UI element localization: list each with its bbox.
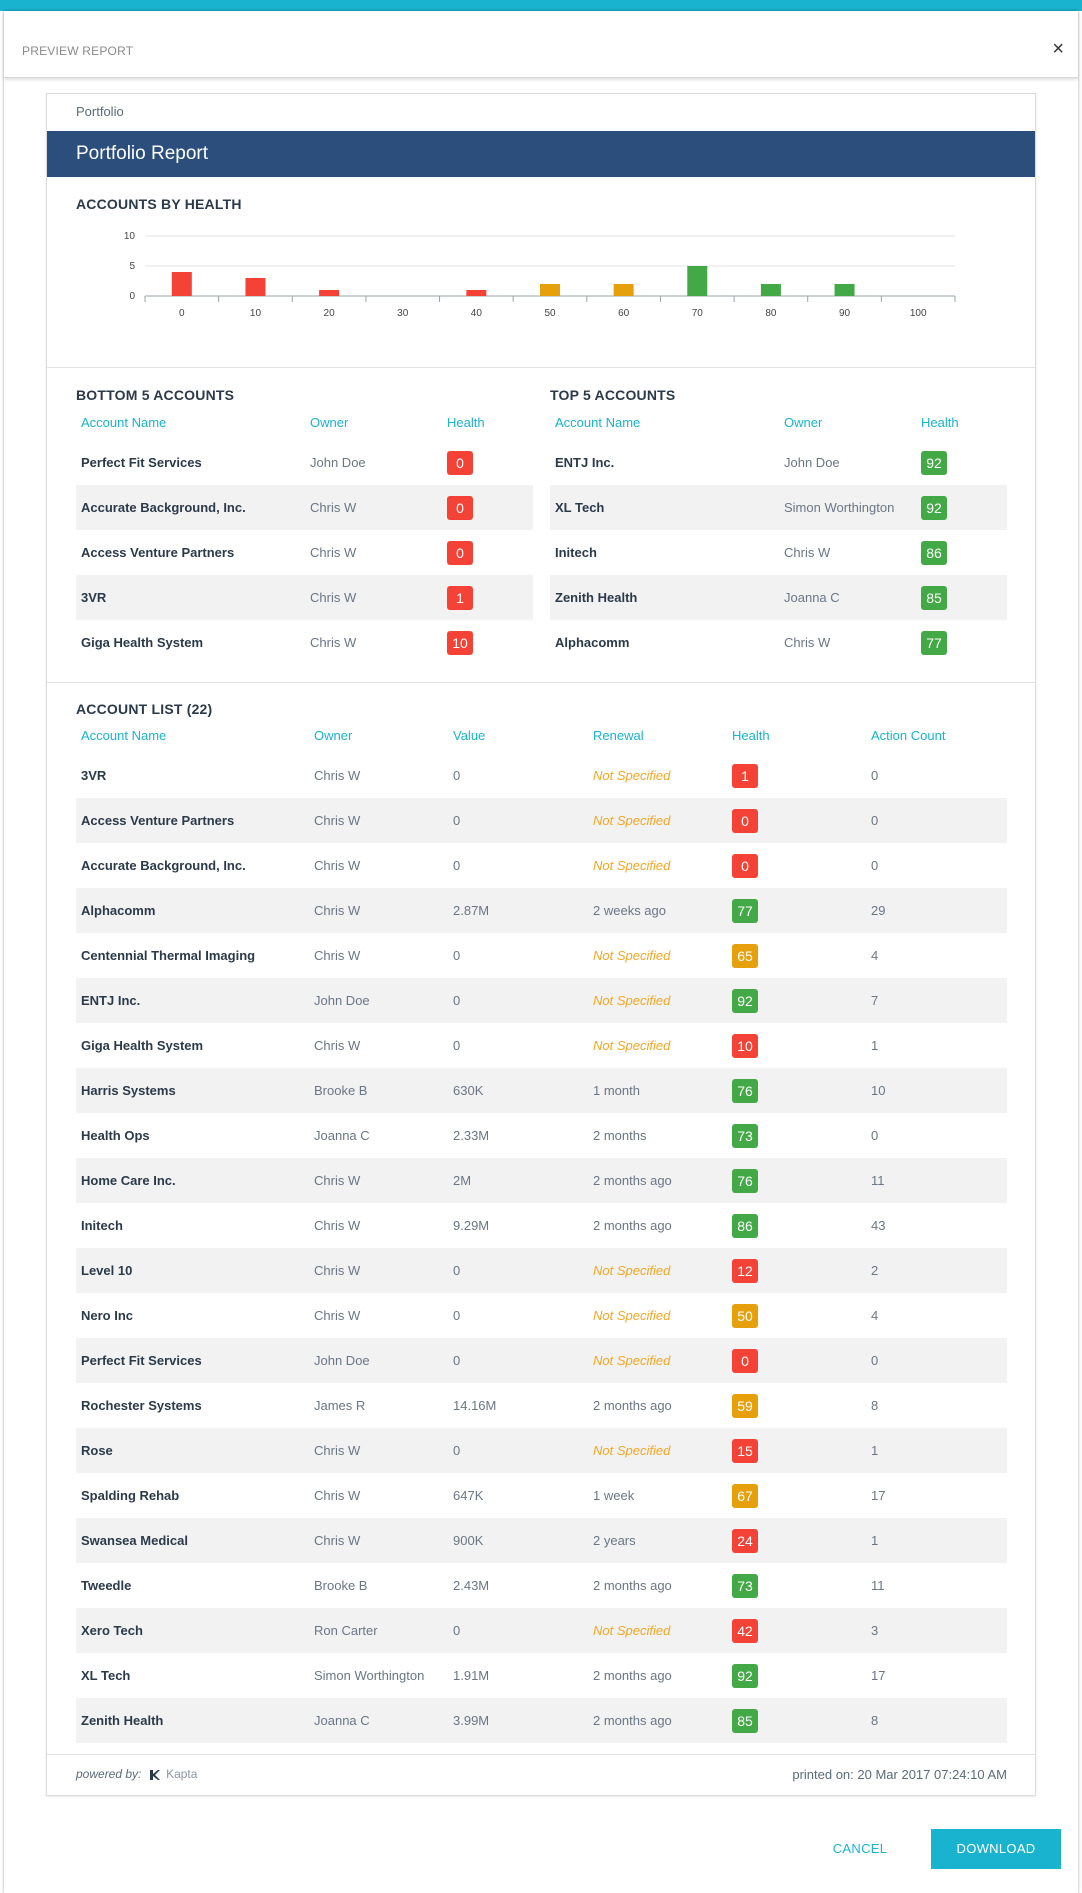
renewal: 2 months ago — [593, 1218, 672, 1233]
table-row[interactable] — [76, 798, 1007, 843]
table-row[interactable] — [76, 933, 1007, 978]
table-row[interactable] — [76, 1158, 1007, 1203]
account-name[interactable]: Perfect Fit Services — [81, 1353, 202, 1368]
action-count: 8 — [871, 1398, 879, 1413]
account-name[interactable]: Access Venture Partners — [81, 545, 235, 560]
x-tick-label: 80 — [765, 308, 777, 319]
value: 630K — [453, 1083, 484, 1098]
renewal: Not Specified — [593, 1308, 671, 1323]
bar — [540, 284, 560, 296]
action-count: 7 — [871, 993, 879, 1008]
owner: Simon Worthington — [784, 500, 895, 515]
close-icon[interactable]: × — [1052, 38, 1064, 60]
action-count: 4 — [871, 948, 879, 963]
owner: Joanna C — [314, 1713, 370, 1728]
header-renewal[interactable]: Renewal — [593, 728, 644, 743]
header-owner[interactable]: Owner — [314, 728, 353, 743]
value: 2.87M — [453, 903, 490, 918]
account-name[interactable]: Rochester Systems — [81, 1398, 202, 1413]
kapta-logo-icon — [149, 1769, 161, 1781]
bar — [835, 284, 855, 296]
header-owner[interactable]: Owner — [310, 415, 349, 430]
x-tick-label: 40 — [470, 308, 482, 319]
action-count: 2 — [871, 1263, 879, 1278]
renewal: 1 month — [593, 1083, 640, 1098]
account-name[interactable]: Xero Tech — [81, 1623, 143, 1638]
account-name[interactable]: Health Ops — [81, 1128, 150, 1143]
owner: Chris W — [784, 635, 831, 650]
account-name[interactable]: Giga Health System — [81, 1038, 204, 1053]
table-row[interactable] — [550, 620, 1007, 665]
table-row[interactable] — [550, 440, 1007, 485]
account-name[interactable]: Access Venture Partners — [81, 813, 235, 828]
table-row[interactable] — [76, 1068, 1007, 1113]
action-count: 4 — [871, 1308, 879, 1323]
owner: Chris W — [314, 948, 361, 963]
health-badge: 50 — [732, 1304, 758, 1328]
table-row[interactable] — [550, 530, 1007, 575]
report-title: Portfolio Report — [76, 143, 209, 164]
table-row[interactable] — [76, 843, 1007, 888]
account-name[interactable]: Zenith Health — [555, 590, 638, 605]
account-name[interactable]: Initech — [81, 1218, 123, 1233]
header-health[interactable]: Health — [921, 415, 959, 430]
owner: Chris W — [314, 1533, 361, 1548]
cancel-button[interactable]: CANCEL — [832, 1841, 888, 1856]
table-row[interactable] — [76, 1563, 1007, 1608]
health-badge: 1 — [732, 764, 758, 788]
health-badge: 67 — [732, 1484, 758, 1508]
table-row[interactable] — [76, 485, 533, 530]
value: 1.91M — [453, 1668, 490, 1683]
account-name[interactable]: ENTJ Inc. — [555, 455, 615, 470]
owner: Chris W — [314, 813, 361, 828]
bottom5-table-header — [76, 410, 533, 440]
health-badge: 77 — [732, 899, 758, 923]
renewal: Not Specified — [593, 1263, 671, 1278]
health-badge: 73 — [732, 1574, 758, 1598]
owner: John Doe — [310, 455, 366, 470]
renewal: 2 months ago — [593, 1668, 672, 1683]
renewal: Not Specified — [593, 948, 671, 963]
owner: Chris W — [310, 590, 357, 605]
action-count: 0 — [871, 858, 879, 873]
renewal: 2 months ago — [593, 1398, 672, 1413]
top5-table-body — [550, 440, 1007, 665]
renewal: 2 weeks ago — [593, 903, 666, 918]
value: 0 — [453, 768, 461, 783]
health-badge: 0 — [732, 854, 758, 878]
owner: John Doe — [314, 1353, 370, 1368]
action-count: 17 — [871, 1668, 886, 1683]
top-accent-bar — [0, 0, 1082, 11]
section-divider — [47, 682, 1035, 683]
account-name[interactable]: Alphacomm — [81, 903, 156, 918]
account-list-body — [76, 753, 1007, 1743]
value: 2.43M — [453, 1578, 490, 1593]
owner: Chris W — [314, 1308, 361, 1323]
table-row[interactable] — [76, 978, 1007, 1023]
x-tick-label: 100 — [909, 308, 927, 319]
y-tick-label: 0 — [129, 291, 135, 302]
action-count: 3 — [871, 1623, 879, 1638]
action-count: 17 — [871, 1488, 886, 1503]
action-count: 11 — [871, 1173, 885, 1188]
renewal: Not Specified — [593, 813, 671, 828]
header-account-name[interactable]: Account Name — [81, 728, 167, 743]
account-name[interactable]: Accurate Background, Inc. — [81, 500, 246, 515]
renewal: 1 week — [593, 1488, 635, 1503]
x-tick-label: 10 — [249, 308, 262, 319]
table-row[interactable] — [76, 1203, 1007, 1248]
header-health[interactable]: Health — [447, 415, 485, 430]
modal-header — [4, 11, 1078, 78]
owner: Chris W — [784, 545, 831, 560]
health-badge: 86 — [921, 541, 947, 565]
accounts-by-health-title: ACCOUNTS BY HEALTH — [76, 196, 242, 212]
table-row[interactable] — [76, 1608, 1007, 1653]
value: 0 — [453, 1038, 461, 1053]
value: 647K — [453, 1488, 484, 1503]
header-account-name[interactable]: Account Name — [81, 415, 167, 430]
renewal: 2 months ago — [593, 1713, 672, 1728]
header-value[interactable]: Value — [453, 728, 486, 743]
table-row[interactable] — [76, 620, 533, 665]
bar — [761, 284, 781, 296]
report-banner — [47, 131, 1035, 177]
renewal: Not Specified — [593, 768, 671, 783]
value: 0 — [453, 1263, 461, 1278]
footer-divider — [47, 1754, 1035, 1755]
table-row[interactable] — [550, 575, 1007, 620]
renewal: 2 years — [593, 1533, 636, 1548]
value: 9.29M — [453, 1218, 490, 1233]
action-count: 8 — [871, 1713, 879, 1728]
x-tick-label: 70 — [691, 308, 703, 319]
health-badge: 12 — [732, 1259, 758, 1283]
bar — [319, 290, 339, 296]
table-row[interactable] — [550, 485, 1007, 530]
value: 0 — [453, 1353, 461, 1368]
bar — [172, 272, 192, 296]
value: 0 — [453, 993, 461, 1008]
table-row[interactable] — [76, 1518, 1007, 1563]
bar — [614, 284, 634, 296]
health-badge: 10 — [732, 1034, 758, 1058]
account-name[interactable]: Level 10 — [81, 1263, 133, 1278]
owner: Chris W — [314, 1038, 361, 1053]
bottom5-title: BOTTOM 5 ACCOUNTS — [76, 387, 235, 403]
renewal: Not Specified — [593, 1038, 671, 1053]
renewal: 2 months ago — [593, 1173, 672, 1188]
account-name[interactable]: Centennial Thermal Imaging — [81, 948, 256, 963]
section-divider — [47, 367, 1035, 368]
account-name[interactable]: Spalding Rehab — [81, 1488, 180, 1503]
action-count: 11 — [871, 1578, 885, 1593]
value: 2.33M — [453, 1128, 490, 1143]
account-name[interactable]: XL Tech — [81, 1668, 131, 1683]
top5-table — [550, 410, 1007, 665]
account-name[interactable]: Zenith Health — [81, 1713, 164, 1728]
header-action-count[interactable]: Action Count — [871, 728, 946, 743]
owner: Chris W — [310, 545, 357, 560]
renewal: Not Specified — [593, 1353, 671, 1368]
account-name[interactable]: Alphacomm — [555, 635, 630, 650]
health-badge: 65 — [732, 944, 758, 968]
renewal: 2 months ago — [593, 1578, 672, 1593]
table-row[interactable] — [76, 1293, 1007, 1338]
owner: John Doe — [314, 993, 370, 1008]
owner: Joanna C — [314, 1128, 370, 1143]
health-badge: 73 — [732, 1124, 758, 1148]
report-page — [46, 93, 1036, 1796]
value: 2M — [453, 1173, 472, 1188]
health-badge: 24 — [732, 1529, 758, 1553]
table-row[interactable] — [76, 1248, 1007, 1293]
account-name[interactable]: Perfect Fit Services — [81, 455, 202, 470]
health-badge: 76 — [732, 1169, 758, 1193]
account-name[interactable]: XL Tech — [555, 500, 605, 515]
owner: Chris W — [314, 1488, 361, 1503]
value: 900K — [453, 1533, 484, 1548]
account-list-header — [76, 723, 1007, 753]
owner: Ron Carter — [314, 1623, 378, 1638]
y-tick-label: 10 — [123, 231, 135, 242]
bar — [466, 290, 486, 296]
table-row[interactable] — [76, 1428, 1007, 1473]
table-row[interactable] — [76, 440, 533, 485]
account-name[interactable]: 3VR — [81, 768, 107, 783]
action-count: 0 — [871, 1128, 879, 1143]
value: 3.99M — [453, 1713, 490, 1728]
x-tick-label: 60 — [618, 308, 630, 319]
account-name[interactable]: Giga Health System — [81, 635, 204, 650]
value: 0 — [453, 948, 461, 963]
accounts-by-health-chart — [107, 226, 987, 326]
action-count: 1 — [871, 1443, 879, 1458]
renewal: Not Specified — [593, 993, 671, 1008]
modal-title: PREVIEW REPORT — [22, 44, 134, 58]
table-row[interactable] — [76, 1338, 1007, 1383]
renewal: Not Specified — [593, 1623, 671, 1638]
health-badge: 85 — [921, 586, 947, 610]
health-badge: 92 — [921, 496, 947, 520]
x-tick-label: 50 — [544, 308, 556, 319]
bottom5-table-body — [76, 440, 533, 665]
header-health[interactable]: Health — [732, 728, 770, 743]
owner: James R — [314, 1398, 366, 1413]
download-button[interactable]: DOWNLOAD — [931, 1829, 1061, 1869]
action-count: 10 — [871, 1083, 886, 1098]
owner: Brooke B — [314, 1083, 368, 1098]
health-badge: 77 — [921, 631, 947, 655]
health-badge: 1 — [447, 586, 473, 610]
health-badge: 0 — [732, 809, 758, 833]
action-count: 1 — [871, 1533, 879, 1548]
x-tick-label: 0 — [179, 308, 185, 319]
account-list-title: ACCOUNT LIST (22) — [76, 701, 213, 717]
printed-on: printed on: 20 Mar 2017 07:24:10 AM — [792, 1767, 1007, 1782]
bar — [687, 266, 707, 296]
health-badge: 92 — [732, 989, 758, 1013]
owner: Joanna C — [784, 590, 840, 605]
x-tick-label: 20 — [323, 308, 335, 319]
health-badge: 0 — [447, 496, 473, 520]
action-count: 1 — [871, 1038, 879, 1053]
health-badge: 0 — [447, 541, 473, 565]
action-count: 0 — [871, 813, 879, 828]
health-badge: 59 — [732, 1394, 758, 1418]
header-owner[interactable]: Owner — [784, 415, 823, 430]
table-row[interactable] — [76, 575, 533, 620]
action-count: 29 — [871, 903, 886, 918]
owner: Chris W — [314, 1173, 361, 1188]
table-row[interactable] — [76, 1383, 1007, 1428]
account-name[interactable]: Swansea Medical — [81, 1533, 188, 1548]
bar — [245, 278, 265, 296]
account-list-table — [76, 723, 1007, 1743]
owner: Chris W — [314, 858, 361, 873]
x-tick-label: 30 — [397, 308, 409, 319]
top5-table-header — [550, 410, 1007, 440]
health-badge: 76 — [732, 1079, 758, 1103]
table-row[interactable] — [76, 1113, 1007, 1158]
table-row[interactable] — [76, 530, 533, 575]
value: 0 — [453, 813, 461, 828]
health-badge: 86 — [732, 1214, 758, 1238]
value: 0 — [453, 1443, 461, 1458]
owner: John Doe — [784, 455, 840, 470]
owner: Chris W — [314, 903, 361, 918]
table-row[interactable] — [76, 1023, 1007, 1068]
renewal: Not Specified — [593, 858, 671, 873]
owner: Chris W — [314, 1263, 361, 1278]
account-name[interactable]: ENTJ Inc. — [81, 993, 141, 1008]
kapta-brand: Kapta — [166, 1767, 198, 1781]
account-name[interactable]: Rose — [81, 1443, 113, 1458]
table-row[interactable] — [76, 1473, 1007, 1518]
value: 0 — [453, 858, 461, 873]
health-badge: 42 — [732, 1619, 758, 1643]
header-account-name[interactable]: Account Name — [555, 415, 641, 430]
account-name[interactable]: Accurate Background, Inc. — [81, 858, 246, 873]
action-count: 0 — [871, 768, 879, 783]
action-count: 0 — [871, 1353, 879, 1368]
value: 0 — [453, 1623, 461, 1638]
health-badge: 15 — [732, 1439, 758, 1463]
account-name[interactable]: 3VR — [81, 590, 107, 605]
bottom5-table — [76, 410, 533, 665]
owner: Simon Worthington — [314, 1668, 425, 1683]
top5-title: TOP 5 ACCOUNTS — [550, 387, 676, 403]
health-badge: 85 — [732, 1709, 758, 1733]
account-name[interactable]: Initech — [555, 545, 597, 560]
health-badge: 92 — [732, 1664, 758, 1688]
health-badge: 0 — [732, 1349, 758, 1373]
account-name[interactable]: Nero Inc — [81, 1308, 134, 1323]
value: 14.16M — [453, 1398, 497, 1413]
y-tick-label: 5 — [129, 261, 135, 272]
action-count: 43 — [871, 1218, 886, 1233]
owner: Brooke B — [314, 1578, 368, 1593]
account-name[interactable]: Harris Systems — [81, 1083, 176, 1098]
table-row[interactable] — [76, 1653, 1007, 1698]
health-badge: 0 — [447, 451, 473, 475]
account-name[interactable]: Tweedle — [81, 1578, 132, 1593]
powered-by — [76, 1767, 197, 1781]
health-badge: 92 — [921, 451, 947, 475]
owner: Chris W — [314, 1443, 361, 1458]
x-tick-label: 90 — [838, 308, 851, 319]
table-row[interactable] — [76, 1698, 1007, 1743]
value: 0 — [453, 1308, 461, 1323]
owner: Chris W — [314, 768, 361, 783]
renewal: 2 months — [593, 1128, 647, 1143]
owner: Chris W — [310, 635, 357, 650]
table-row[interactable] — [76, 753, 1007, 798]
health-badge: 10 — [447, 631, 473, 655]
owner: Chris W — [310, 500, 357, 515]
owner: Chris W — [314, 1218, 361, 1233]
powered-by-label: powered by: — [76, 1767, 142, 1781]
account-name[interactable]: Home Care Inc. — [81, 1173, 176, 1188]
table-row[interactable] — [76, 888, 1007, 933]
renewal: Not Specified — [593, 1443, 671, 1458]
breadcrumb: Portfolio — [76, 104, 124, 119]
